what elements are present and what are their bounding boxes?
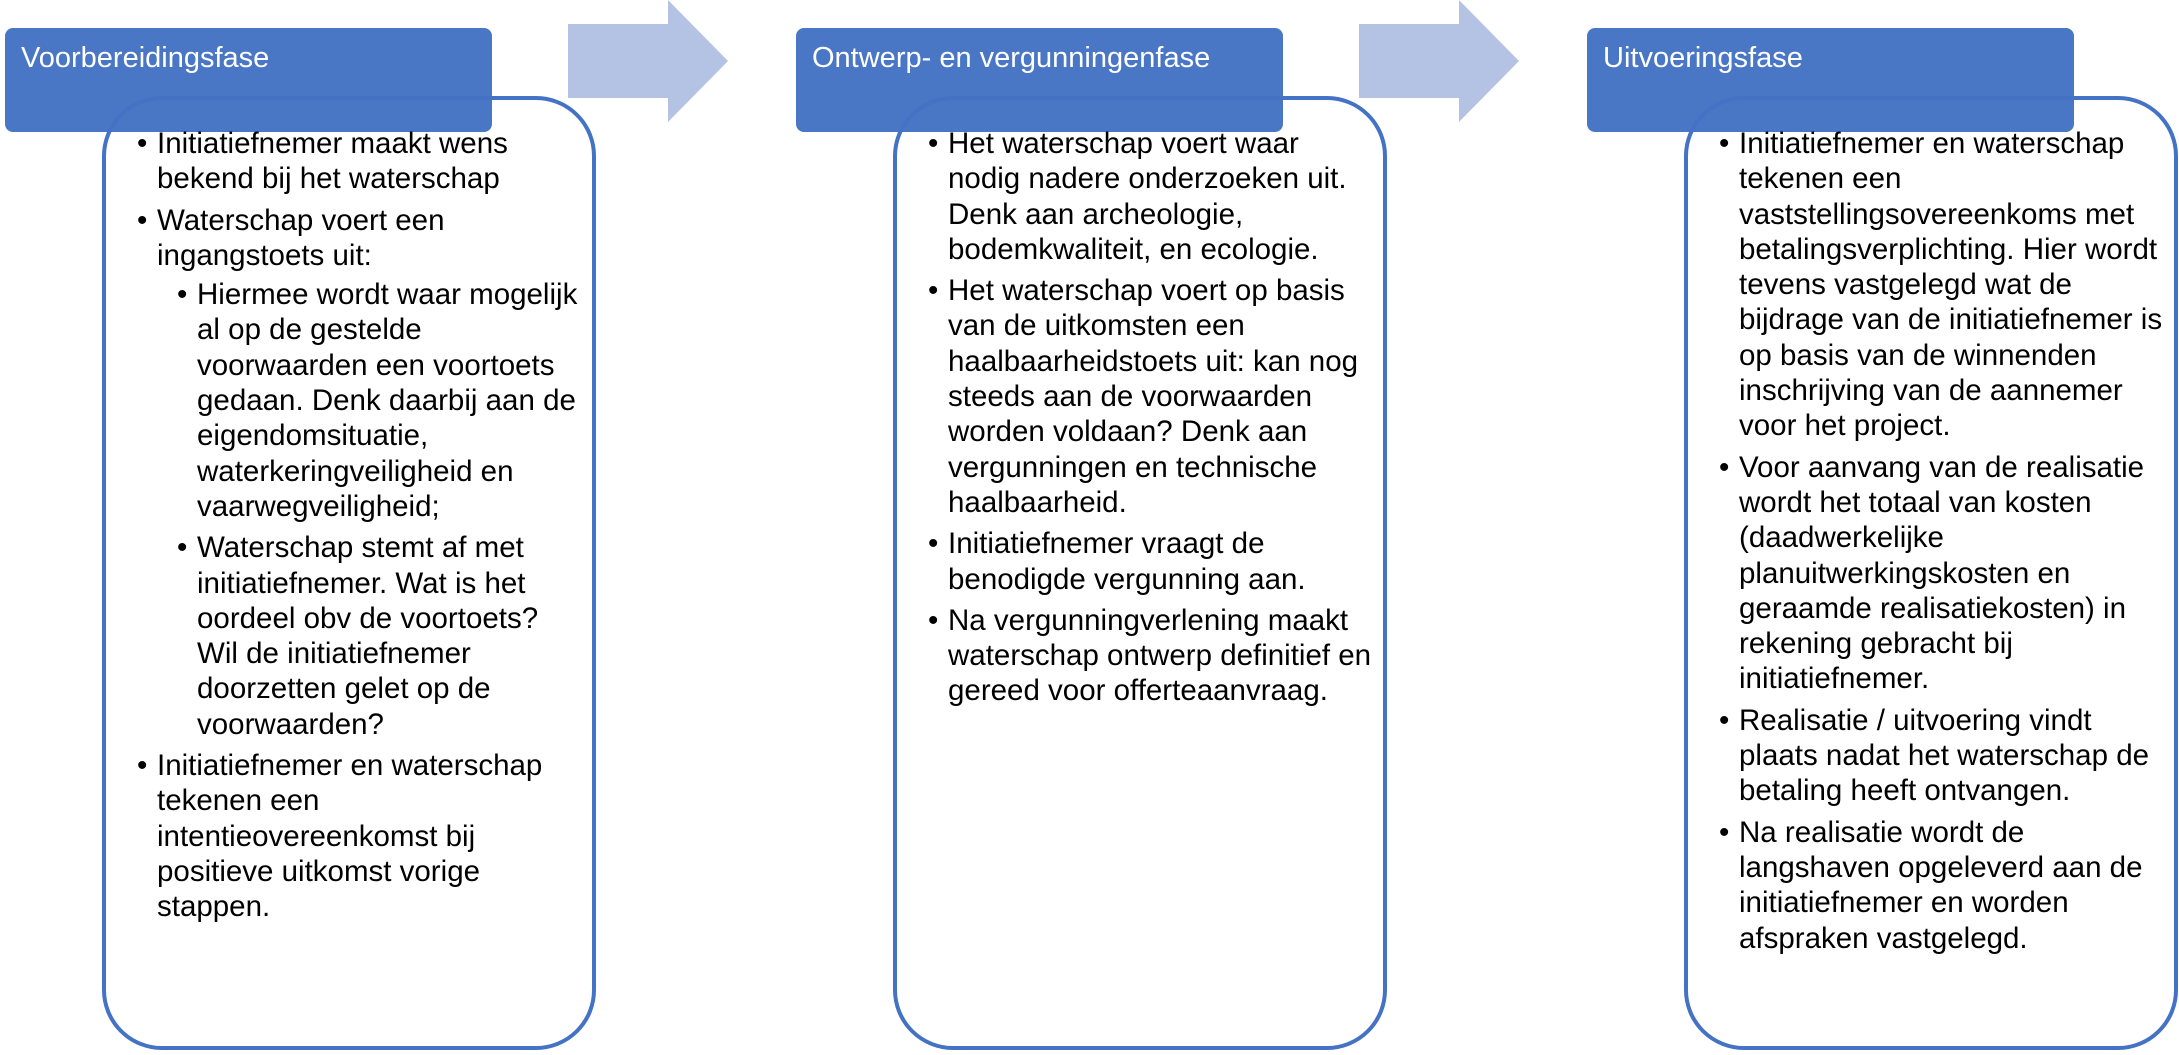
phase-2-title: Ontwerp- en vergunningenfase [812, 42, 1211, 74]
phase-2-header [796, 28, 1283, 132]
phase-1-list [137, 126, 587, 925]
phase-2-item-1: • Het waterschap voert waar nodig nadere onderzoeken uit. Denk aan archeologie, bodemkwaliteit, en ecologie. [928, 126, 1378, 267]
phase-3-title: Uitvoeringsfase [1603, 42, 1803, 74]
phase-3-item-4: • Na realisatie wordt de langshaven opgeleverd aan de initiatiefnemer en worden afspraken vastgelegd. [1719, 815, 2169, 956]
arrow-right-icon [568, 0, 728, 122]
phase-1-item-3: • Initiatiefnemer en waterschap tekenen een intentieovereenkomst bij positieve uitkomst vorige stappen. [137, 748, 587, 924]
phase-1-header [5, 28, 492, 132]
phase-2-item-2: • Het waterschap voert op basis van de uitkomsten een haalbaarheidstoets uit: kan nog steeds aan de voorwaarden worden voldaan? Denk aan vergunningen en technische haalbaarheid. [928, 273, 1378, 520]
phase-1-item-1: • Initiatiefnemer maakt wens bekend bij het waterschap [137, 126, 587, 197]
phase-1-content [137, 126, 587, 931]
phase-2-item-4: • Na vergunningverlening maakt waterschap ontwerp definitief en gereed voor offerteaanvraag. [928, 603, 1378, 709]
phase-1-item-2-text: Waterschap voert een ingangstoets uit: [157, 203, 445, 272]
phase-1-sublist [157, 277, 587, 742]
phase-3-item-2: • Voor aanvang van de realisatie wordt het totaal van kosten (daadwerkelijke planuitwerkingskosten en geraamde realisatiekosten) in rekening gebracht bij initiatiefnemer. [1719, 450, 2169, 697]
arrow-right-icon [1359, 0, 1519, 122]
phase-2-item-3: • Initiatiefnemer vraagt de benodigde vergunning aan. [928, 526, 1378, 597]
phase-3-list [1719, 126, 2169, 956]
phase-2-content [928, 126, 1378, 715]
phase-3-item-3: • Realisatie / uitvoering vindt plaats nadat het waterschap de betaling heeft ontvangen. [1719, 703, 2169, 809]
phase-2-list [928, 126, 1378, 709]
phase-1-title: Voorbereidingsfase [21, 42, 270, 74]
phase-1-subitem-1: • Hiermee wordt waar mogelijk al op de gestelde voorwaarden een voortoets gedaan. Denk daarbij aan de eigendomsituatie, waterkeringveiligheid en vaarwegveiligheid; [177, 277, 587, 524]
phase-3-header [1587, 28, 2074, 132]
phase-3-content [1719, 126, 2169, 962]
phase-1-item-2 [137, 203, 587, 742]
phase-3-item-1: • Initiatiefnemer en waterschap tekenen een vaststellingsovereenkoms met betalingsverplichting. Hier wordt tevens vastgelegd wat de bijdrage van de initiatiefnemer is op basis van de winnenden inschrijving van de aannemer voor het project. [1719, 126, 2169, 444]
phase-1-subitem-2: • Waterschap stemt af met initiatiefnemer. Wat is het oordeel obv de voortoets? Wil de initiatiefnemer doorzetten gelet op de voorwaarden? [177, 530, 587, 742]
